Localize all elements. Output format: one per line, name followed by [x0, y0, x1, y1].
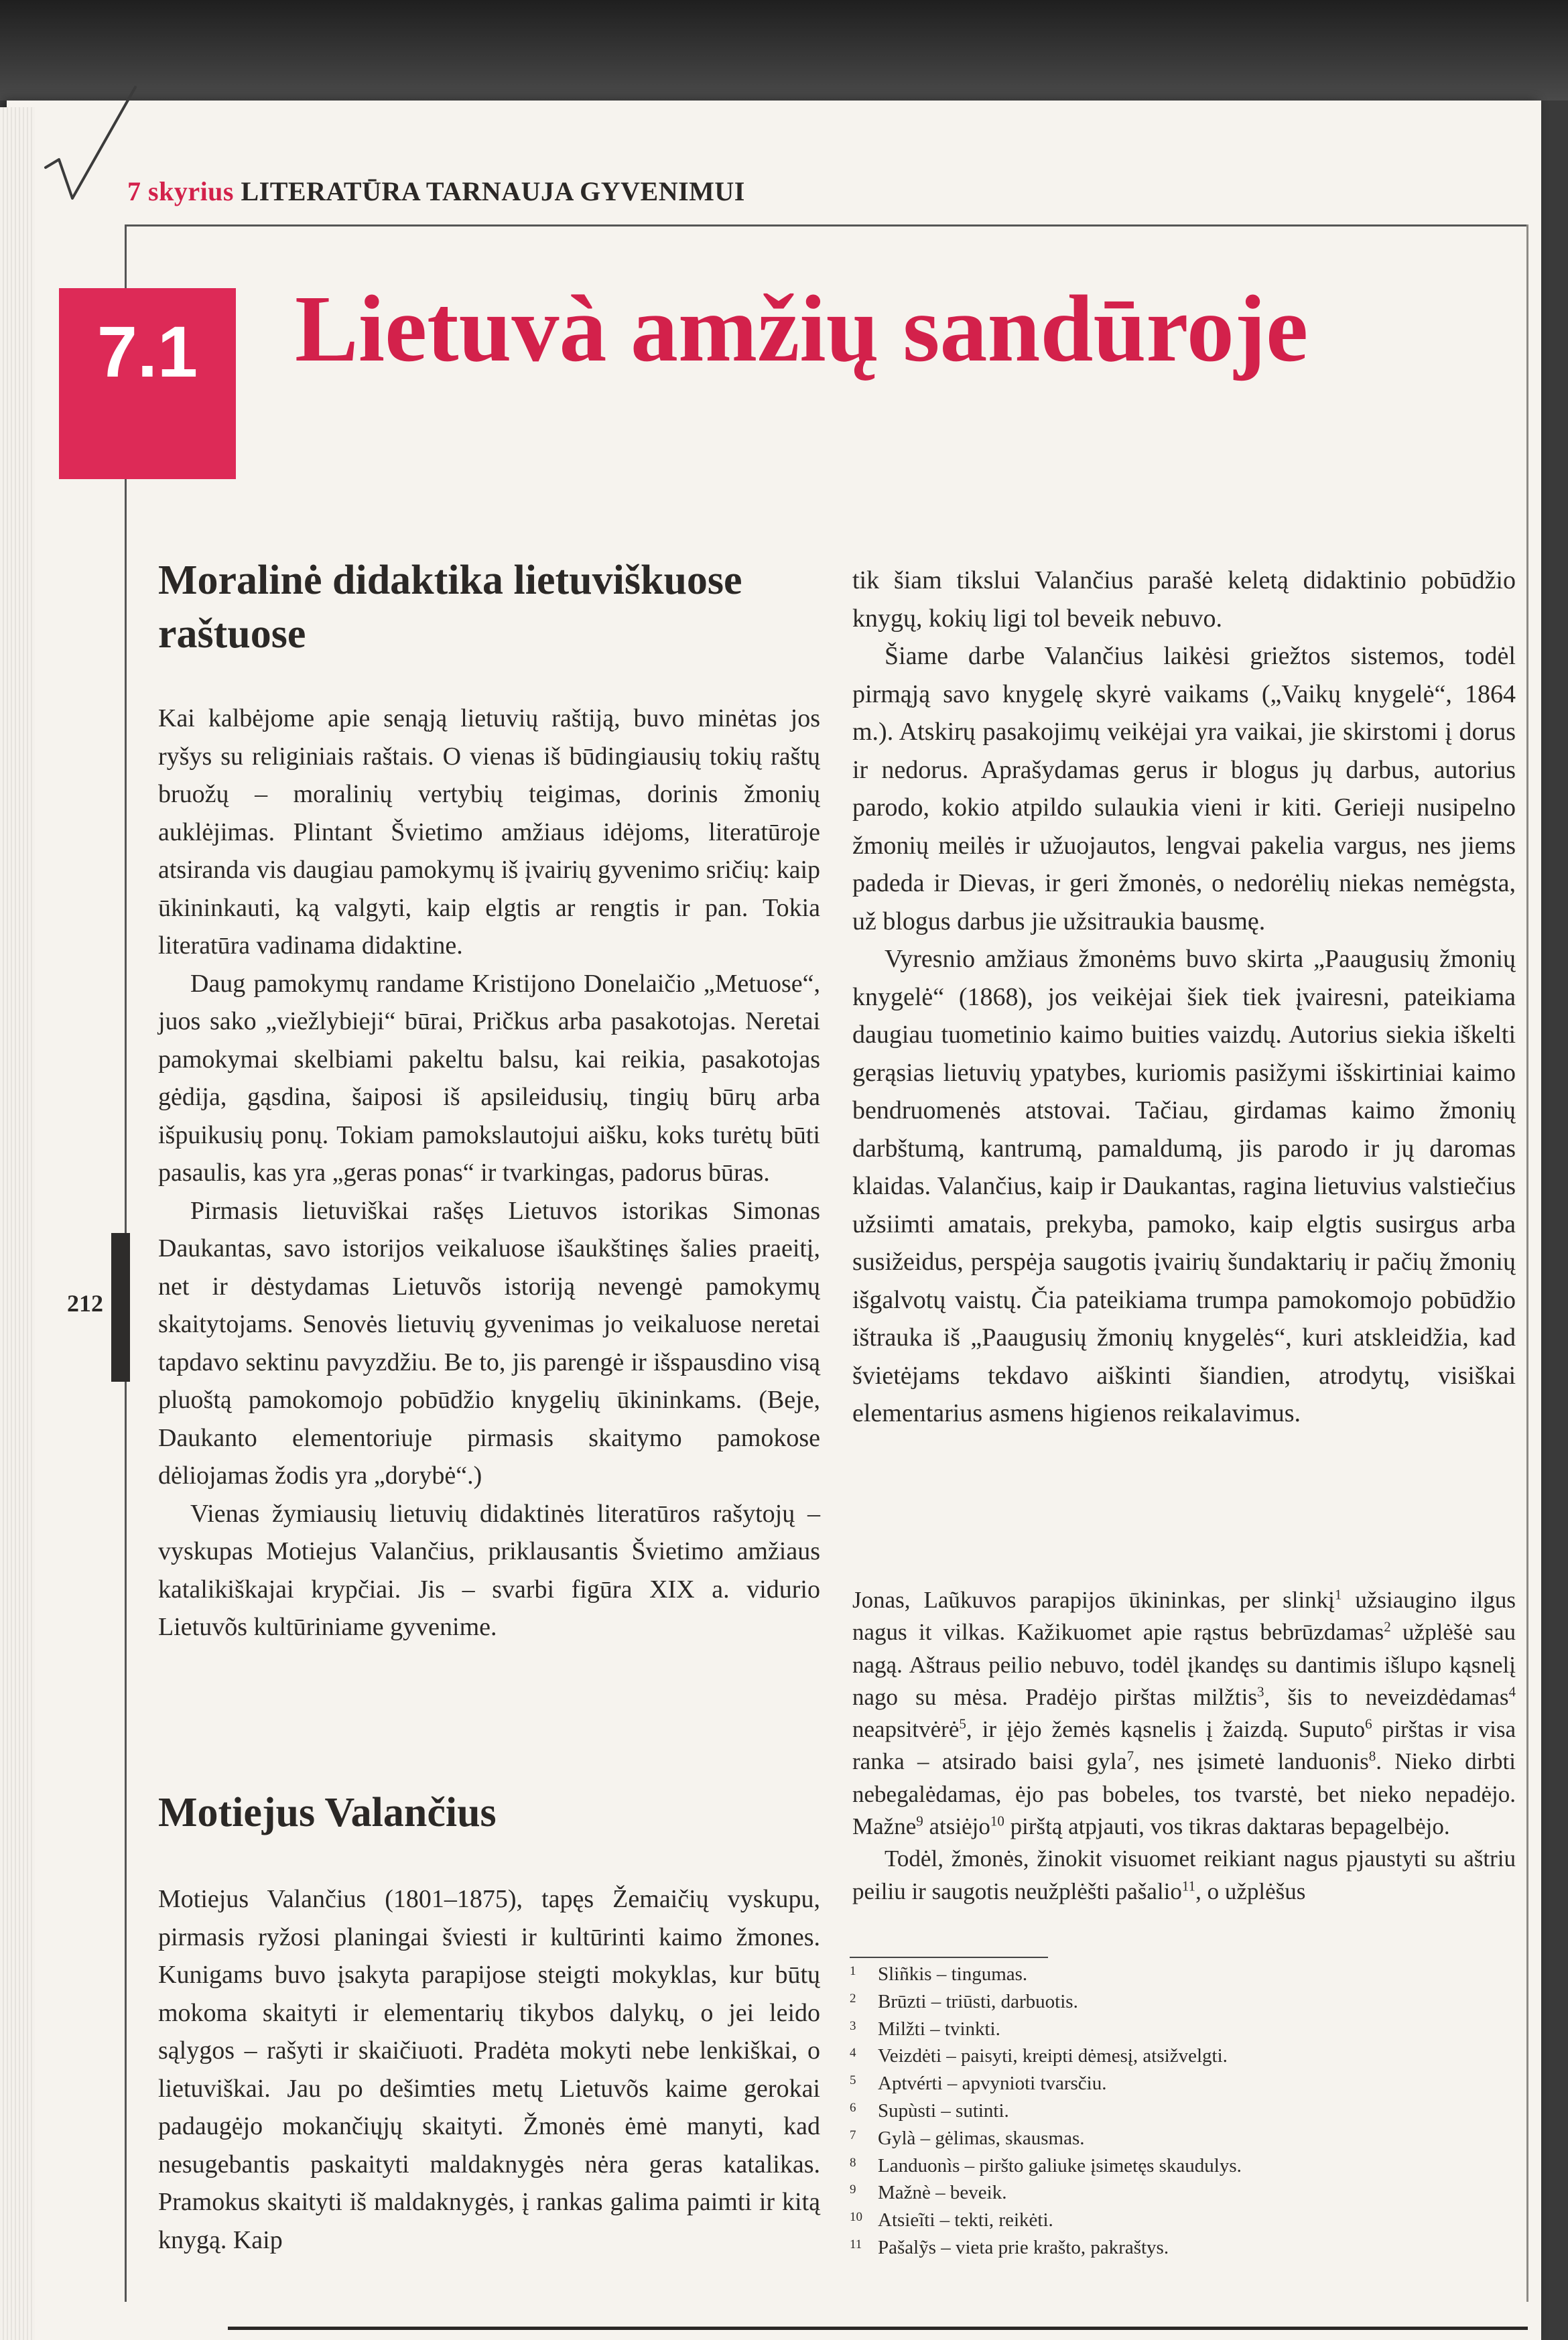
paragraph: Vyresnio amžiaus žmonėms buvo skirta „Paaugusių žmonių knygelė“ (1868), jos veikėjai šiek tiek įvairesni, pateikiama daugiau tuometinio kaimo buities vaizdų. Autorius siekia iškelti gerąsias lietuvių ypatybes, kuriomis pasižymi išskirtiniai kaimo bendruomenės atstovai. Tačiau, girdamas kaimo žmonių darbštumą, kantrumą, pamaldumą, jis parodo ir jų daromas klaidas. Valančius, kaip ir Daukantas, ragina lietuvius valstiečius užsiimti amatais, prekyba, pamoko, kaip elgtis susirgus arba susižeidus, perspėja saugotis įvairių šundaktarių ir pačių žmonių išgalvotų vaistų. Čia pateikiama trumpa pamokomojo pobūdžio ištrauka iš „Paaugusių žmonių knygelės“, kuri atskleidžia, kad švietėjams tekdavo aiškinti šiandien, atrodytų, visiškai elementarius asmens higienos reikalavimus. — [852, 945, 1516, 1427]
section-number-box — [59, 288, 236, 479]
footnote-ref: 11 — [1181, 1878, 1196, 1894]
footnote-ref: 9 — [916, 1813, 923, 1829]
text-run: pirštas ir visa ranka – atsirado baisi gyla — [852, 1716, 1516, 1775]
footnote — [850, 2070, 1513, 2097]
footnote-text: Atsieĩti – tekti, reikėti. — [878, 2209, 1053, 2231]
footnote-ref: 10 — [990, 1813, 1004, 1829]
excerpt-story — [852, 1584, 1516, 1908]
page-title: Lietuvà amžių sandūroje — [295, 275, 1309, 381]
footnote-number: 7 — [850, 2128, 856, 2142]
footnote-text: Milžti – tvinkti. — [878, 2018, 1000, 2040]
bottom-rule — [228, 2327, 1528, 2330]
footnote-text: Gylà – gėlimas, skausmas. — [878, 2127, 1085, 2149]
footnote-text: Veizdėti – paisyti, kreipti dėmesį, atsižvelgti. — [878, 2045, 1228, 2067]
footnote — [850, 2207, 1513, 2234]
footnote — [850, 2042, 1513, 2070]
heading-moral-didactics: Moralinė didaktika lietuviškuose raštuose — [158, 558, 742, 657]
footnote-text: Mažnè – beveik. — [878, 2182, 1007, 2204]
text-run: , nes įsimetė landuonis — [1134, 1748, 1369, 1775]
chapter-title: LITERATŪRA TARNAUJA GYVENIMUI — [241, 176, 745, 206]
footnote — [850, 2152, 1513, 2180]
footnote-number: 6 — [850, 2100, 856, 2115]
footnote-number: 9 — [850, 2183, 856, 2197]
paragraph: Pirmasis lietuviškai rašęs Lietuvos istorikas Simonas Daukantas, savo istorijos veikaluose išaukštinęs šalies praeitį, net ir dėstydamas Lietuvõs istoriją nevengė pamokymų skaitytojams. Senovės lietuvių gyvenimas jo veikaluose neretai tapdavo sektinu pavyzdžiu. Be to, jis parengė ir išspausdino visą pluoštą pamokomojo pobūdžio knygelių ūkininkams. (Beje, Daukanto elementoriuje pirmasis skaitymo pamokose dėliojamas žodis yra „dorybė“.) — [158, 1196, 820, 1490]
footnote — [850, 2097, 1513, 2125]
text-run: neapsitvėrė — [852, 1716, 960, 1743]
footnote-rule — [850, 1957, 1048, 1958]
footnote — [850, 2179, 1513, 2207]
text-run: , ir įėjo žemės kąsnelis į žaizdą. Suputo — [966, 1716, 1366, 1743]
text-run: , šis to neveizdėdamas — [1264, 1683, 1509, 1710]
chapter-label: 7 skyrius — [127, 176, 234, 206]
footnote-text: Landuonìs – piršto galiuke įsimetęs skaudulys. — [878, 2154, 1242, 2176]
footnote-text: Supùsti – sutinti. — [878, 2099, 1009, 2122]
footnote-ref: 5 — [959, 1715, 966, 1732]
excerpt-paragraph — [852, 1584, 1516, 1843]
footnote-ref: 7 — [1126, 1748, 1134, 1764]
footnote-ref: 8 — [1368, 1748, 1376, 1764]
paragraph: tik šiam tikslui Valančius parašė keletą didaktinio pobūdžio knygų, kokių ligi tol beveik nebuvo. — [852, 566, 1516, 633]
right-column-text — [852, 562, 1516, 1433]
footnote-ref: 6 — [1365, 1715, 1372, 1732]
text-run: atsiėjo — [923, 1813, 990, 1840]
footnote-ref: 2 — [1384, 1618, 1391, 1635]
footnote — [850, 1961, 1513, 1988]
paragraph: Kai kalbėjome apie senąją lietuvių raštiją, buvo minėtas jos ryšys su religiniais raštais. O vienas iš būdingiausių tokių raštų bruožų – moralinių vertybių teigimas, dorinis žmonių auklėjimas. Plintant Švietimo amžiaus idėjoms, literatūroje atsiranda vis daugiau pamokymų iš įvairių gyvenimo sričių: kaip ūkininkauti, ką valgyti, kaip elgtis ar rengtis ir pan. Tokia literatūra vadinama didaktine. — [158, 704, 820, 960]
section-number: 7.1 — [96, 311, 198, 392]
footnote-ref: 1 — [1334, 1586, 1342, 1603]
footnote-number: 8 — [850, 2155, 856, 2170]
footnote-number: 1 — [850, 1964, 856, 1978]
text-run: užsiaugino ilgus nagus it vilkas. Kažikuomet apie rąstus bebrūzdamas — [852, 1587, 1516, 1646]
page-number: 212 — [67, 1290, 103, 1317]
footnote-text: Sliñkis – tingumas. — [878, 1963, 1028, 1985]
text-run: Jonas, Laũkuvos parapijos ūkininkas, per slinkį — [852, 1587, 1335, 1613]
footnote-ref: 4 — [1508, 1683, 1516, 1700]
frame-top-rule — [125, 224, 1528, 226]
page-tab-marker — [111, 1233, 130, 1382]
footnote-text: Pašalỹs – vieta prie krašto, pakraštys. — [878, 2236, 1169, 2258]
footnote-number: 2 — [850, 1991, 856, 2006]
text-run: pirštą atpjauti, vos tikras daktaras bepagelbėjo. — [1004, 1813, 1450, 1840]
heading-valancius: Motiejus Valančius — [158, 1790, 497, 1835]
footnote-number: 11 — [850, 2237, 862, 2252]
left-column-text — [158, 700, 820, 1646]
footnote — [850, 2234, 1513, 2262]
footnote-number: 5 — [850, 2073, 856, 2088]
frame-right-rule — [1526, 224, 1528, 2302]
running-head — [127, 176, 745, 207]
footnote-text: Aptvérti – apvynioti tvarsčiu. — [878, 2073, 1107, 2095]
paragraph: Šiame darbe Valančius laikėsi griežtos sistemos, todėl pirmąją savo knygelę skyrė vaikams („Vaikų knygelė“, 1864 m.). Atskirų pasakojimų veikėjai yra vaikai, jie skirstomi į dorus ir nedorus. Aprašydamas gerus ir blogus jų darbus, autorius parodo, kokio atpildo sulaukia vieni ir kiti. Gerieji nusipelno žmonių meilės ir užuojautos, lengvai pakelia vargus, nes jiems padeda ir Dievas, ir geri žmonės, o nedorėlių niekas nemėgsta, už blogus darbus jie užsitraukia bausmę. — [852, 642, 1516, 935]
footnote-ref: 3 — [1256, 1683, 1264, 1700]
footnote-text: Brūzti – triūsti, darbuotis. — [878, 1990, 1078, 2012]
paragraph: Vienas žymiausių lietuvių didaktinės literatūros rašytojų – vyskupas Motiejus Valančius, priklausantis Švietimo amžiaus katalikiškajai krypčiai. Jis – svarbi figūra XIX a. vidurio Lietuvõs kultūriniame gyvenime. — [158, 1499, 820, 1641]
footnote-number: 10 — [850, 2210, 862, 2225]
text-run: . Nieko dirbti nebegalėdamas, ėjo pas bobeles, tos tvarstė, bet nieko nepadėjo. Mažne — [852, 1748, 1516, 1840]
scanner-background — [0, 0, 1568, 101]
footnote-number: 3 — [850, 2018, 856, 2033]
text-run: Todėl, žmonės, žinokit visuomet reikiant nagus pjaustyti su aštriu peiliu ir saugotis neužplėšti pašalio — [852, 1845, 1516, 1904]
footnote — [850, 1988, 1513, 2016]
footnotes — [850, 1961, 1513, 2262]
text-run: , o užplėšus — [1195, 1878, 1306, 1904]
page-stack-edge — [0, 107, 35, 2340]
valancius-text — [158, 1880, 820, 2259]
footnote — [850, 2016, 1513, 2043]
paragraph: Motiejus Valančius (1801–1875), tapęs Žemaičių vyskupu, pirmasis ryžosi planingai šviesti ir kultūrinti kaimo žmones. Kunigams buvo įsakyta parapijose steigti mokyklas, kur būtų mokoma skaityti ir elementarių tikybos dalykų, o jei leido sąlygos – rašyti ir skaičiuoti. Pradėta mokyti nebe lenkiškai, o lietuviškai. Jau po dešimties metų Lietuvõs kaime gerokai padaugėjo mokančiųjų skaityti. Žmonės ėmė manyti, kad nesugebantis paskaityti maldaknygės nėra geras katalikas. Pramokus skaityti iš maldaknygės, į rankas galima paimti ir kitą knygą. Kaip — [158, 1885, 820, 2254]
excerpt-paragraph — [852, 1843, 1516, 1908]
paragraph: Daug pamokymų randame Kristijono Donelaičio „Metuose“, juos sako „viežlybieji“ būrai, Pričkus arba pasakotojas. Neretai pamokymai skelbiami pakeltu balsu, kai reikia, pasakotojas gėdija, gąsdina, šaiposi iš apsileidusių, tingių būrų arba išpuikusių ponų. Tokiam pamokslautojui aišku, koks turėtų būti pasaulis, kas yra „geras ponas“ ir tvarkingas, padorus būras. — [158, 969, 820, 1187]
text-run: užplėšė sau nagą. Aštraus peilio nebuvo, todėl įkandęs su dantimis išlupo kąsnelį nago su mėsa. Pradėjo pirštas milžtis — [852, 1619, 1516, 1710]
footnote-number: 4 — [850, 2046, 856, 2061]
footnote — [850, 2125, 1513, 2152]
